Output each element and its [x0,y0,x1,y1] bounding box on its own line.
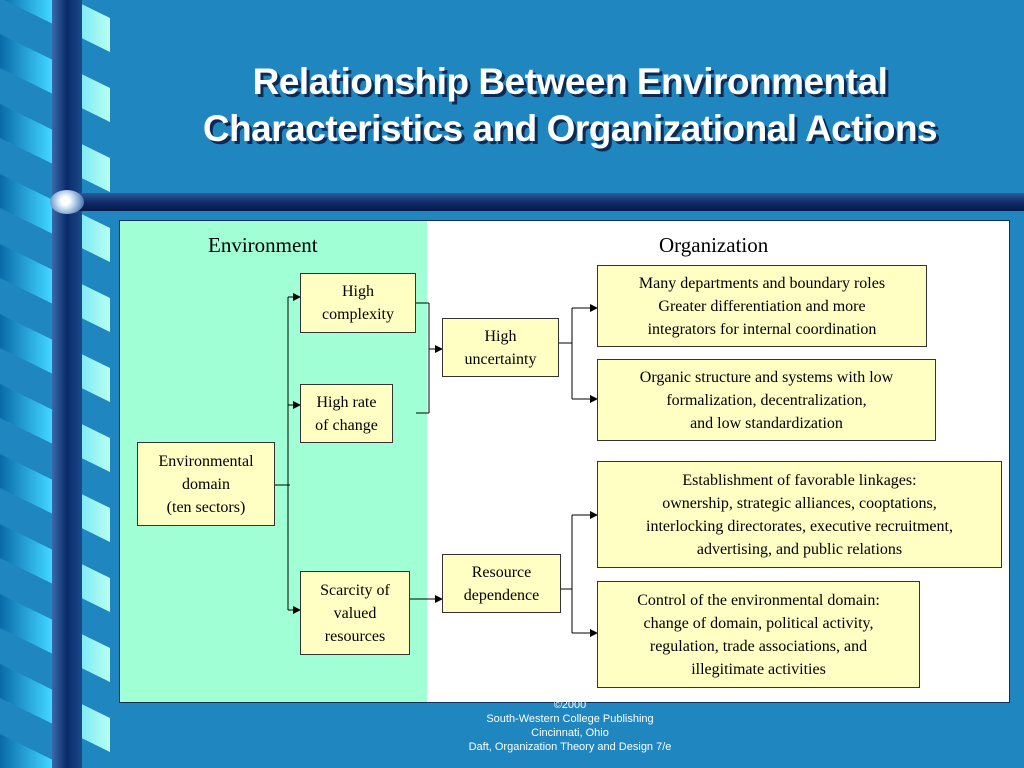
diagram-panel [119,220,1010,703]
high-uncertainty-box: High uncertainty [442,318,559,377]
publisher-credit [420,698,720,754]
title-line-2: Characteristics and Organizational Actions [202,108,938,149]
divider-bead [50,190,84,214]
many-departments-box: Many departments and boundary roles Greater differentiation and more integrators for internal coordination [597,265,927,347]
scarcity-of-resources-box: Scarcity of valued resources [300,571,410,655]
title-line-1: Relationship Between Environmental [252,61,888,102]
high-rate-of-change-box: High rate of change [300,384,393,443]
favorable-linkages-box: Establishment of favorable linkages: ownership, strategic alliances, cooptations, interlocking directorates, executive recruitment, advertising, and public relations [597,461,1002,568]
environment-header: Environment [208,233,318,257]
credit-line-3: Cincinnati, Ohio [531,727,609,739]
resource-dependence-box: Resource dependence [442,554,561,613]
slide-title [120,58,1020,152]
organic-structure-box: Organic structure and systems with low formalization, decentralization, and low standardization [597,359,936,441]
high-complexity-box: High complexity [300,273,416,333]
control-domain-box: Control of the environmental domain: change of domain, political activity, regulation, trade associations, and illegitimate activities [597,581,920,688]
credit-line-2: South-Western College Publishing [486,713,654,725]
credit-line-1: ©2000 [553,699,587,711]
decorative-spiral-binding [0,0,115,768]
credit-line-4: Daft, Organization Theory and Design 7/e [468,741,672,753]
environmental-domain-box: Environmental domain (ten sectors) [137,442,275,526]
title-divider [60,193,1024,211]
organization-header: Organization [659,233,769,257]
